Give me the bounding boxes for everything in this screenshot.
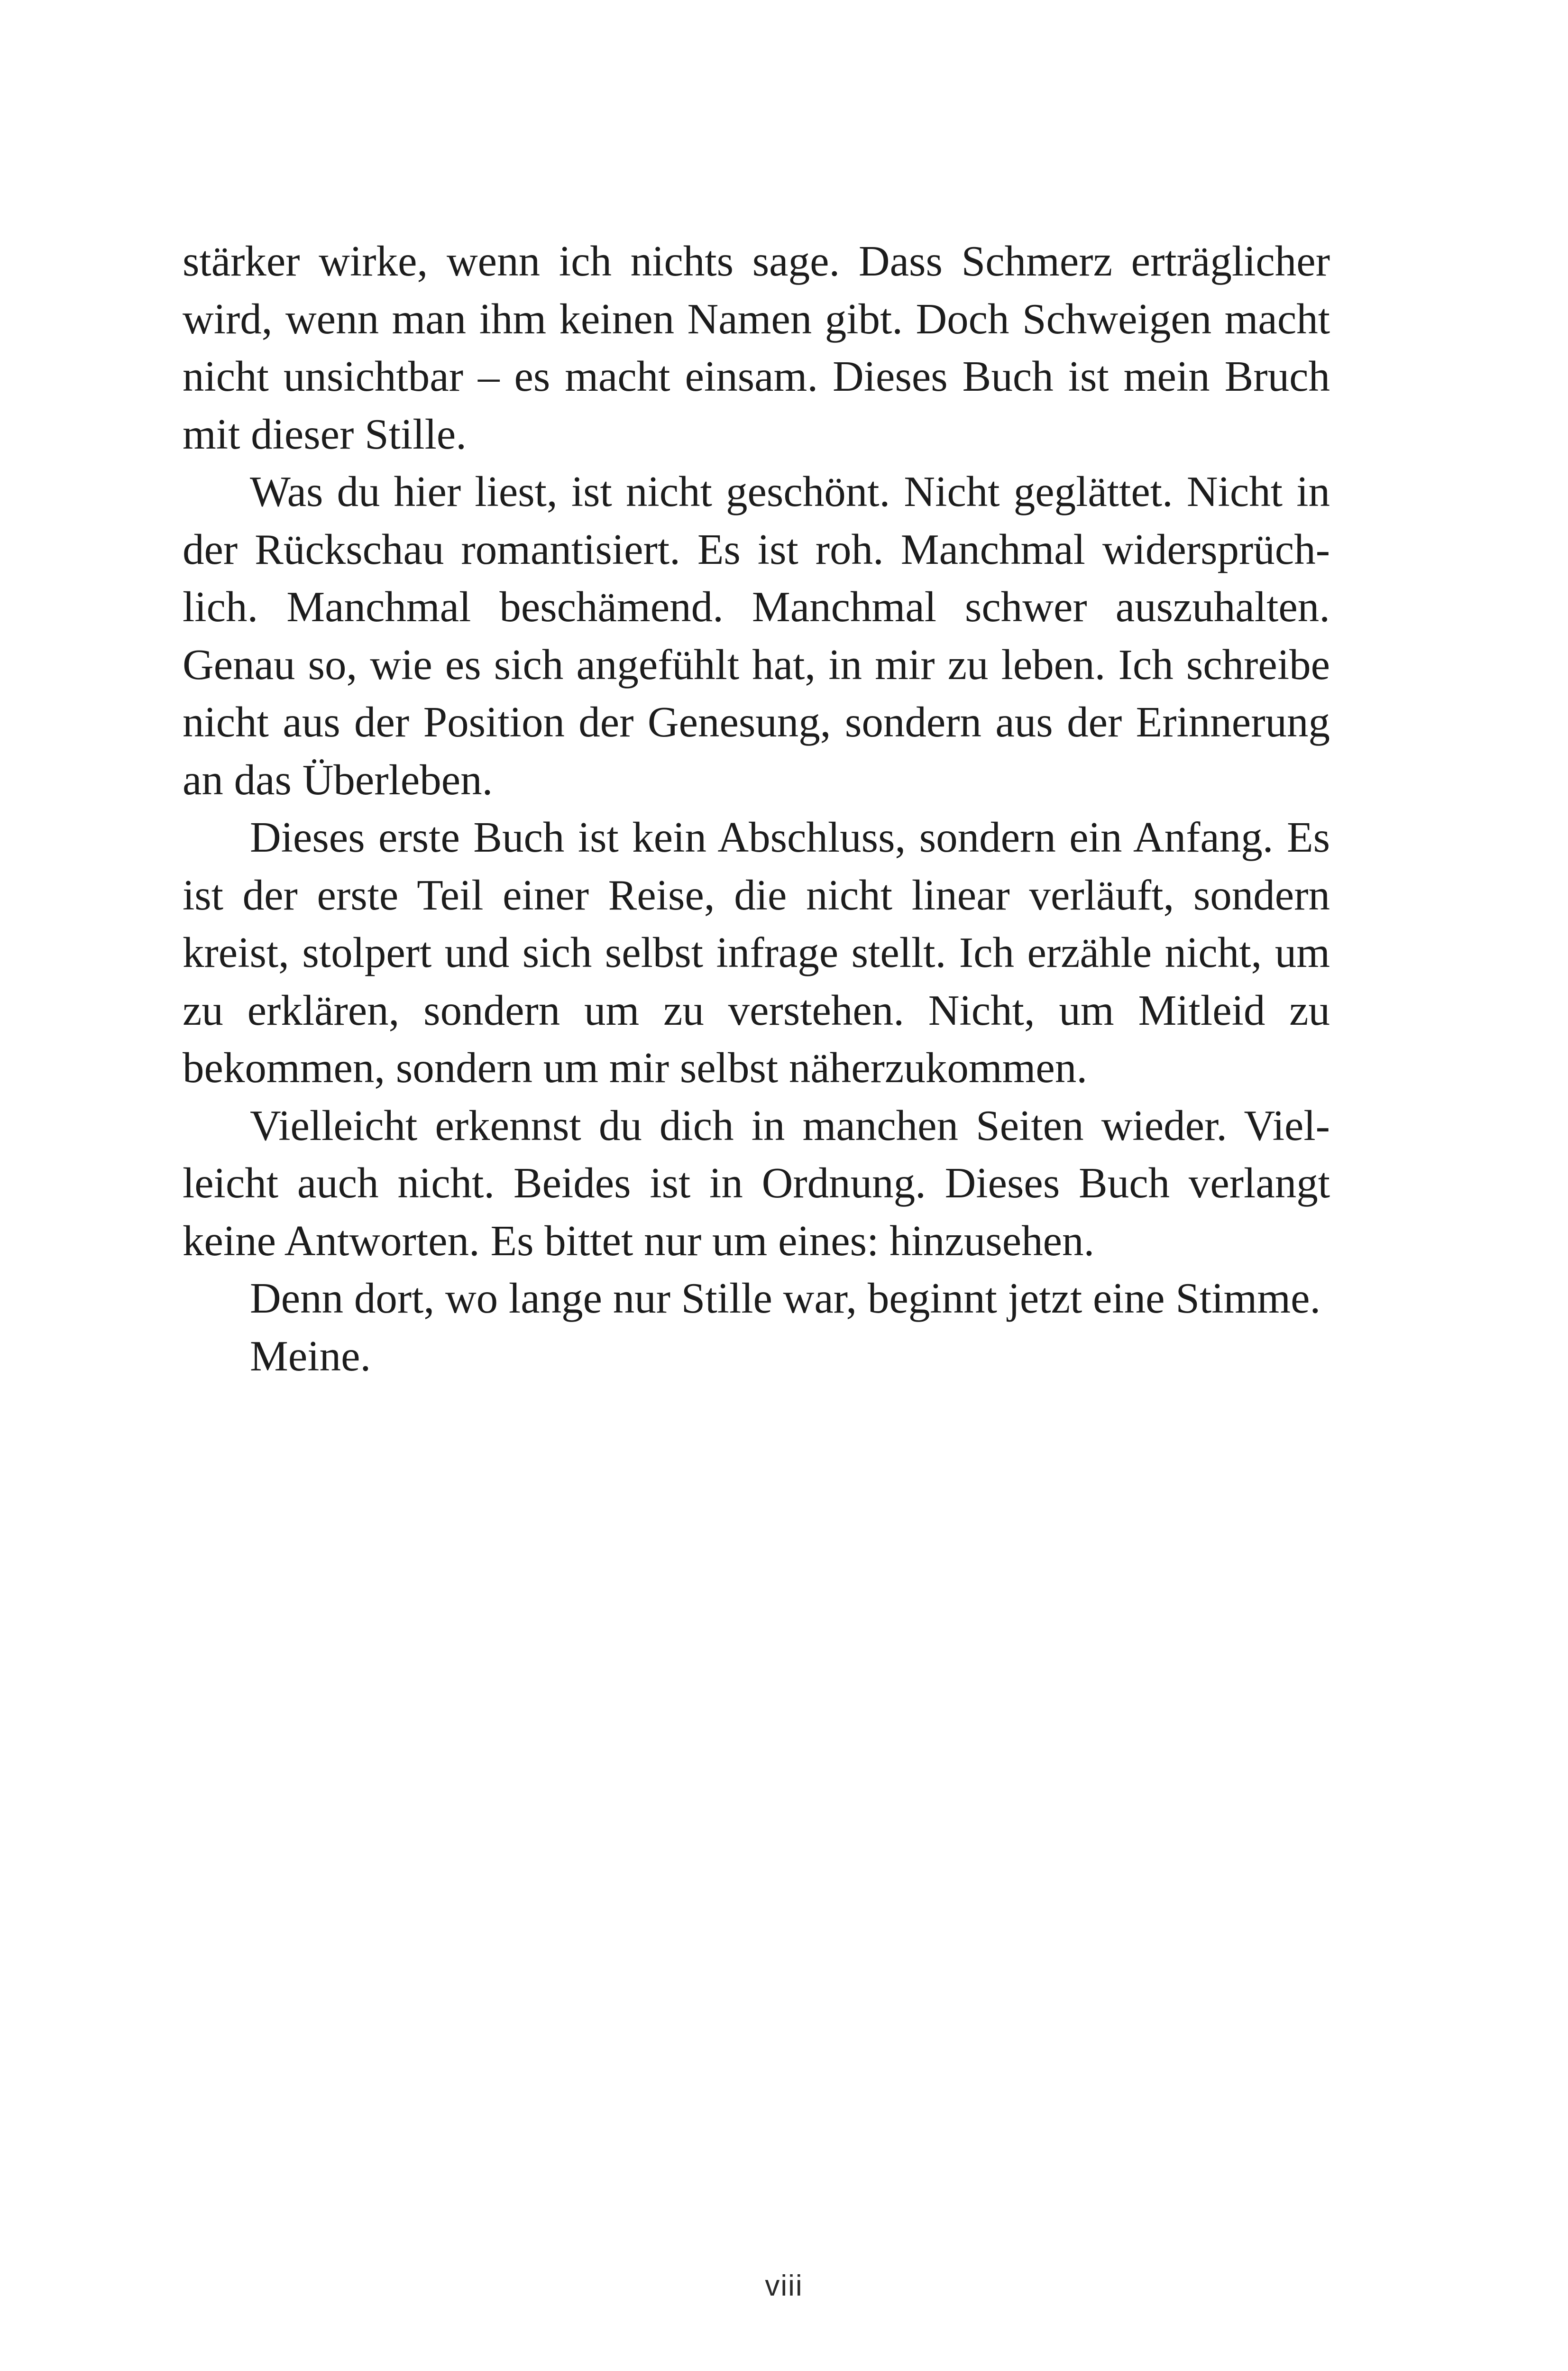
paragraph	[183, 232, 1330, 463]
text-line: Denn dort, wo lange nur Stille war, beginnt jetzt eine Stimme.	[250, 1274, 1321, 1322]
paragraph	[183, 1269, 1330, 1327]
text-line: Meine.	[250, 1332, 371, 1380]
text-line: Was du hier liest, ist nicht geschönt. Nicht geglättet. Nicht in	[250, 468, 1330, 515]
text-line: Vielleicht erkennst du dich in manchen Seiten wieder. Viel-	[250, 1101, 1330, 1149]
text-line: wird, wenn man ihm keinen Namen gibt. Doch Schweigen macht	[183, 294, 1330, 343]
text-line: ist der erste Teil einer Reise, die nicht linear verläuft, sondern	[183, 871, 1330, 919]
text-line: Dieses erste Buch ist kein Abschluss, sondern ein Anfang. Es	[250, 813, 1330, 861]
text-line: stärker wirke, wenn ich nichts sage. Dass Schmerz erträglicher	[183, 237, 1330, 285]
page-number: viii	[765, 2270, 803, 2302]
text-line: der Rückschau romantisiert. Es ist roh. Manchmal widersprüch-	[183, 525, 1330, 573]
text-line: mit dieser Stille.	[183, 410, 467, 458]
text-line: zu erklären, sondern um zu verstehen. Nicht, um Mitleid zu	[183, 986, 1330, 1034]
text-line: kreist, stolpert und sich selbst infrage stellt. Ich erzähle nicht, um	[183, 928, 1330, 976]
body-text	[183, 232, 1330, 1385]
paragraph	[183, 463, 1330, 809]
paragraph	[183, 1327, 1330, 1385]
text-line: keine Antworten. Es bittet nur um eines: hinzusehen.	[183, 1216, 1095, 1265]
text-line: nicht aus der Position der Genesung, sondern aus der Erinnerung	[183, 698, 1330, 746]
paragraph	[183, 809, 1330, 1097]
text-line: Genau so, wie es sich angefühlt hat, in mir zu leben. Ich schreibe	[183, 640, 1330, 689]
text-line: bekommen, sondern um mir selbst näherzukommen.	[183, 1044, 1088, 1092]
text-line: nicht unsichtbar – es macht einsam. Dieses Buch ist mein Bruch	[183, 352, 1330, 400]
text-line: an das Überleben.	[183, 755, 493, 804]
text-line: leicht auch nicht. Beides ist in Ordnung. Dieses Buch verlangt	[183, 1159, 1330, 1207]
text-line: lich. Manchmal beschämend. Manchmal schwer auszuhalten.	[183, 583, 1330, 631]
paragraph	[183, 1097, 1330, 1270]
